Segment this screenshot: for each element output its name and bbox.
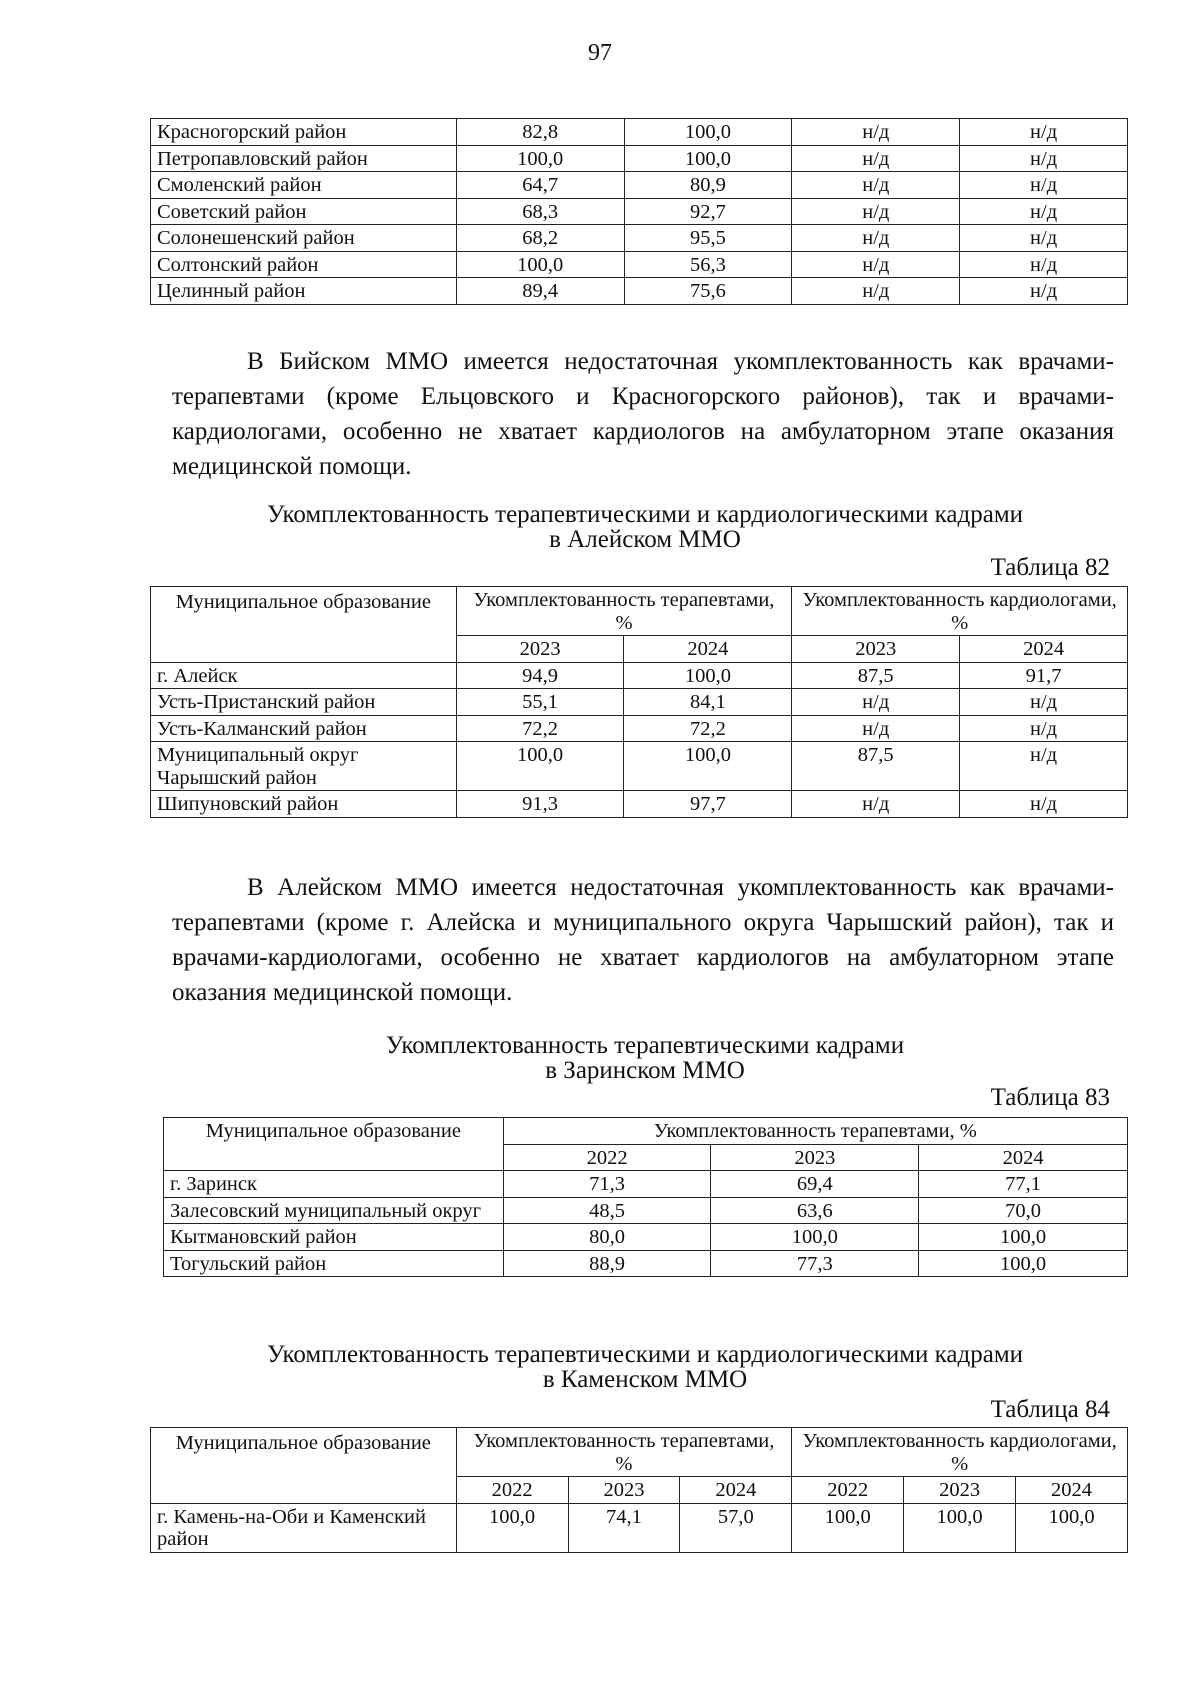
- table-top-cell-value: н/д: [960, 119, 1128, 146]
- table-84-header-row: [151, 1428, 1128, 1477]
- table-83-header-ther: Укомплектованность терапевтами, %: [503, 1118, 1127, 1145]
- table-84-caption-line1: Укомплектованность терапевтическими и кардиологическими кадрами: [266, 1341, 1024, 1368]
- paragraph-aleysk-text: В Алейском ММО имеется недостаточная укомплектованность как врачами-терапевтами (кроме г. Алейска и муниципального округа Чарышский район), так и врачами-кардиологами, особенно не хватает кардиологов на амбулаторном этапе оказания медицинской помощи.: [172, 874, 1114, 1006]
- table-83-row: [164, 1224, 1128, 1251]
- table-top-cell-value: н/д: [960, 278, 1128, 305]
- table-top-cell-name: Солтонский район: [151, 251, 457, 278]
- table-83-label: Таблица 83: [990, 1084, 1110, 1111]
- page-number: 97: [588, 40, 612, 66]
- table-82-cell-name: Усть-Калманский район: [151, 715, 457, 742]
- table-83-cell-value: 77,1: [919, 1171, 1128, 1198]
- table-82-cell-name: Усть-Пристанский район: [151, 689, 457, 716]
- table-top-row: [151, 172, 1128, 199]
- table-82-caption-line1: Укомплектованность терапевтическими и кардиологическими кадрами: [266, 501, 1024, 528]
- table-top-cell-value: н/д: [792, 278, 960, 305]
- table-top-cell-value: н/д: [960, 251, 1128, 278]
- table-83-cell-name: Залесовский муниципальный округ: [164, 1197, 504, 1224]
- table-top-cell-value: н/д: [792, 251, 960, 278]
- table-top-cell-value: 95,5: [624, 225, 792, 252]
- table-top-cell-value: 100,0: [456, 145, 624, 172]
- table-82-row: [151, 791, 1128, 818]
- table-top-cell-name: Петропавловский район: [151, 145, 457, 172]
- table-83-row: [164, 1197, 1128, 1224]
- table-82-cell-value: 97,7: [624, 791, 792, 818]
- table-82-year: 2023: [792, 636, 960, 663]
- table-82-cell-value: н/д: [792, 715, 960, 742]
- table-top-cell-value: 89,4: [456, 278, 624, 305]
- table-top-cell-name: Красногорский район: [151, 119, 457, 146]
- table-82-year: 2024: [624, 636, 792, 663]
- table-top-cell-value: 68,2: [456, 225, 624, 252]
- table-82-cell-name: Шипуновский район: [151, 791, 457, 818]
- table-top-continuation: [150, 118, 1128, 305]
- table-82-header-mo: Муниципальное образование: [151, 587, 457, 663]
- table-top-cell-value: н/д: [792, 198, 960, 225]
- table-top-cell-value: 100,0: [624, 119, 792, 146]
- table-top-body: [151, 119, 1128, 305]
- table-83: [163, 1117, 1128, 1277]
- table-82-cell-value: н/д: [792, 791, 960, 818]
- table-84-year: 2024: [680, 1477, 792, 1504]
- table-82-year: 2023: [456, 636, 624, 663]
- table-84-cell-value: 74,1: [568, 1503, 680, 1552]
- table-84-year: 2023: [568, 1477, 680, 1504]
- table-top-cell-value: 92,7: [624, 198, 792, 225]
- table-top-row: [151, 225, 1128, 252]
- table-84-cell-value: 57,0: [680, 1503, 792, 1552]
- table-83-cell-value: 100,0: [919, 1224, 1128, 1251]
- table-82-header-card: Укомплектованность кардиологами, %: [792, 587, 1128, 636]
- table-82-header-row: [151, 587, 1128, 636]
- table-top-row: [151, 198, 1128, 225]
- table-82-row: [151, 742, 1128, 791]
- table-top-row: [151, 145, 1128, 172]
- table-83-row: [164, 1250, 1128, 1277]
- table-top-cell-value: н/д: [792, 225, 960, 252]
- table-82-cell-value: 72,2: [456, 715, 624, 742]
- table-83-cell-name: г. Заринск: [164, 1171, 504, 1198]
- table-82-row: [151, 689, 1128, 716]
- table-83-header-row: [164, 1118, 1128, 1145]
- paragraph-biysk: [172, 344, 1114, 484]
- table-82-cell-value: 87,5: [792, 662, 960, 689]
- table-82-cell-value: 100,0: [456, 742, 624, 791]
- table-82-label: Таблица 82: [990, 554, 1110, 581]
- table-82-cell-name: г. Алейск: [151, 662, 457, 689]
- table-84-year: 2022: [456, 1477, 568, 1504]
- table-top-row: [151, 119, 1128, 146]
- table-84-row: [151, 1503, 1128, 1552]
- table-top-cell-value: н/д: [792, 172, 960, 199]
- table-83-cell-value: 88,9: [503, 1250, 711, 1277]
- table-82-caption-line2: в Алейском ММО: [549, 526, 741, 553]
- table-top-cell-value: н/д: [960, 145, 1128, 172]
- table-top-cell-value: н/д: [960, 225, 1128, 252]
- table-82-cell-value: н/д: [960, 715, 1128, 742]
- table-82: [150, 586, 1128, 818]
- table-82-cell-value: 91,3: [456, 791, 624, 818]
- table-82-header-ther: Укомплектованность терапевтами, %: [456, 587, 792, 636]
- table-83-caption-line2: в Заринском ММО: [545, 1057, 745, 1084]
- table-84-caption-line2: в Каменском ММО: [542, 1366, 748, 1393]
- table-top-cell-value: 100,0: [456, 251, 624, 278]
- paragraph-aleysk: [172, 870, 1114, 1010]
- table-top-cell-name: Солонешенский район: [151, 225, 457, 252]
- table-83-cell-value: 100,0: [919, 1250, 1128, 1277]
- table-top-row: [151, 251, 1128, 278]
- table-83-cell-value: 77,3: [711, 1250, 919, 1277]
- table-82-cell-value: 55,1: [456, 689, 624, 716]
- table-83-cell-value: 63,6: [711, 1197, 919, 1224]
- table-top-cell-value: 80,9: [624, 172, 792, 199]
- table-top-cell-value: 82,8: [456, 119, 624, 146]
- table-top-cell-value: 100,0: [624, 145, 792, 172]
- table-83-year: 2023: [711, 1144, 919, 1171]
- table-84-year: 2023: [904, 1477, 1016, 1504]
- table-83-cell-value: 80,0: [503, 1224, 711, 1251]
- table-top-cell-name: Смоленский район: [151, 172, 457, 199]
- table-82-body: [151, 662, 1128, 817]
- table-83-cell-name: Кытмановский район: [164, 1224, 504, 1251]
- table-top-cell-value: 75,6: [624, 278, 792, 305]
- table-top-cell-name: Целинный район: [151, 278, 457, 305]
- table-82-cell-value: 84,1: [624, 689, 792, 716]
- table-83-cell-value: 100,0: [711, 1224, 919, 1251]
- table-82-row: [151, 662, 1128, 689]
- paragraph-biysk-text: В Бийском ММО имеется недостаточная укомплектованность как врачами-терапевтами (кроме Ельцовского и Красногорского районов), так и врачами-кардиологами, особенно не хватает кардиологов на амбулаторном этапе оказания медицинской помощи.: [172, 348, 1114, 480]
- table-top-cell-value: н/д: [792, 145, 960, 172]
- table-82-year: 2024: [960, 636, 1128, 663]
- table-83-cell-name: Тогульский район: [164, 1250, 504, 1277]
- table-82-cell-value: 100,0: [624, 742, 792, 791]
- table-84-cell-value: 100,0: [456, 1503, 568, 1552]
- table-82-cell-name: Муниципальный округ Чарышский район: [151, 742, 457, 791]
- table-top-cell-value: 68,3: [456, 198, 624, 225]
- table-83-cell-value: 69,4: [711, 1171, 919, 1198]
- table-84-year: 2022: [792, 1477, 904, 1504]
- table-82-cell-value: 72,2: [624, 715, 792, 742]
- table-84-cell-value: 100,0: [904, 1503, 1016, 1552]
- table-top-cell-value: 56,3: [624, 251, 792, 278]
- table-84: [150, 1427, 1128, 1553]
- table-82-row: [151, 715, 1128, 742]
- table-82-cell-value: 87,5: [792, 742, 960, 791]
- table-83-cell-value: 71,3: [503, 1171, 711, 1198]
- table-84-label: Таблица 84: [990, 1396, 1110, 1423]
- table-83-body: [164, 1171, 1128, 1277]
- table-84-header-ther: Укомплектованность терапевтами, %: [456, 1428, 792, 1477]
- table-83-cell-value: 70,0: [919, 1197, 1128, 1224]
- table-84-cell-value: 100,0: [1016, 1503, 1128, 1552]
- table-top-cell-value: н/д: [792, 119, 960, 146]
- table-83-cell-value: 48,5: [503, 1197, 711, 1224]
- table-83-year: 2022: [503, 1144, 711, 1171]
- table-84-year: 2024: [1016, 1477, 1128, 1504]
- table-83-caption-line1: Укомплектованность терапевтическими кадрами: [385, 1032, 905, 1059]
- table-82-cell-value: 91,7: [960, 662, 1128, 689]
- table-84-header-mo: Муниципальное образование: [151, 1428, 457, 1504]
- table-83-year: 2024: [919, 1144, 1128, 1171]
- table-top-cell-value: н/д: [960, 198, 1128, 225]
- table-84-header-card: Укомплектованность кардиологами, %: [792, 1428, 1128, 1477]
- table-84-cell-name: г. Камень-на-Оби и Каменский район: [151, 1503, 457, 1552]
- table-82-cell-value: 94,9: [456, 662, 624, 689]
- table-82-cell-value: н/д: [960, 742, 1128, 791]
- table-82-cell-value: н/д: [960, 689, 1128, 716]
- table-83-header-mo: Муниципальное образование: [164, 1118, 504, 1171]
- table-84-body: [151, 1503, 1128, 1552]
- table-82-cell-value: 100,0: [624, 662, 792, 689]
- table-top-cell-value: 64,7: [456, 172, 624, 199]
- table-84-cell-value: 100,0: [792, 1503, 904, 1552]
- table-top-row: [151, 278, 1128, 305]
- table-83-row: [164, 1171, 1128, 1198]
- table-82-cell-value: н/д: [792, 689, 960, 716]
- table-top-cell-value: н/д: [960, 172, 1128, 199]
- table-82-cell-value: н/д: [960, 791, 1128, 818]
- table-top-cell-name: Советский район: [151, 198, 457, 225]
